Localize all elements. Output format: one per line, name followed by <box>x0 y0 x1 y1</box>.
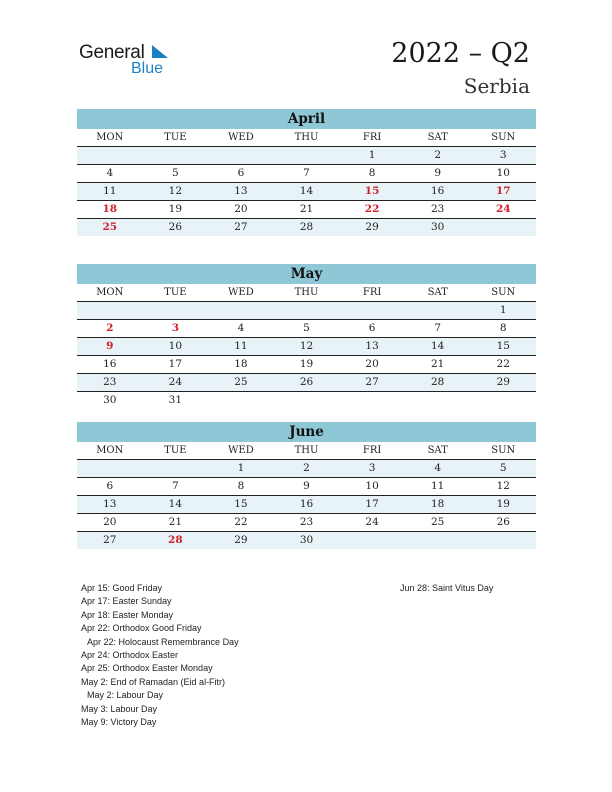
day-cell: 18 <box>234 358 248 370</box>
weekday-header-row <box>77 284 536 302</box>
day-cell: 30 <box>299 534 314 546</box>
day-cell: 28 <box>430 376 445 388</box>
day-cell: 22 <box>364 203 380 215</box>
empty-day-cell <box>77 302 143 319</box>
holiday-item: Apr 25: Orthodox Easter Monday <box>81 663 213 674</box>
day-cell: 6 <box>106 480 114 492</box>
day-cell: 17 <box>495 185 511 197</box>
logo-word-blue: Blue <box>131 60 164 77</box>
calendar-may <box>77 264 536 409</box>
day-cell: 17 <box>365 498 379 510</box>
day-cell: 22 <box>496 358 510 370</box>
week-row <box>77 532 536 549</box>
weekday-label: MON <box>96 445 124 456</box>
day-cell: 29 <box>496 376 510 388</box>
day-cell: 16 <box>299 498 314 510</box>
day-cell: 21 <box>430 358 445 370</box>
day-cell: 29 <box>365 221 379 233</box>
day-cell: 2 <box>106 322 114 334</box>
day-cell: 13 <box>103 498 117 510</box>
day-cell: 25 <box>430 516 445 528</box>
weekday-label: WED <box>228 445 254 456</box>
week-row <box>77 478 536 496</box>
day-cell: 9 <box>434 167 442 179</box>
day-cell: 7 <box>434 322 442 334</box>
day-cell: 28 <box>168 534 183 546</box>
day-cell: 9 <box>303 480 310 492</box>
weekday-label: SUN <box>491 287 516 298</box>
week-row <box>77 147 536 165</box>
day-cell: 16 <box>103 358 117 370</box>
day-cell: 10 <box>168 340 183 352</box>
empty-day-cell <box>339 392 405 409</box>
day-cell: 24 <box>168 376 183 388</box>
day-cell: 27 <box>103 534 117 546</box>
day-cell: 10 <box>365 480 379 492</box>
day-cell: 18 <box>102 203 118 215</box>
day-cell: 4 <box>434 462 442 474</box>
week-row <box>77 356 536 374</box>
day-cell: 15 <box>364 185 380 197</box>
empty-day-cell <box>274 147 340 164</box>
day-cell: 15 <box>234 498 248 510</box>
holiday-list <box>81 582 239 729</box>
holiday-item: Jun 28: Saint Vitus Day <box>400 583 494 593</box>
day-cell: 26 <box>299 376 314 388</box>
day-cell: 30 <box>103 394 117 406</box>
week-row <box>77 338 536 356</box>
day-cell: 20 <box>365 358 379 370</box>
empty-day-cell <box>208 147 274 164</box>
day-cell: 16 <box>430 185 445 197</box>
holiday-list-2 <box>400 582 493 595</box>
day-cell: 23 <box>430 203 445 215</box>
calendar-june <box>77 422 536 549</box>
weekday-label: FRI <box>362 445 382 456</box>
day-cell: 19 <box>168 203 183 215</box>
month-header: April <box>77 109 536 129</box>
day-cell: 6 <box>368 322 376 334</box>
day-cell: 30 <box>430 221 445 233</box>
week-row <box>77 374 536 392</box>
empty-day-cell <box>470 219 536 236</box>
weekday-label: WED <box>228 287 254 298</box>
weekday-label: SUN <box>491 445 516 456</box>
day-cell: 1 <box>499 304 507 316</box>
day-cell: 25 <box>234 376 248 388</box>
day-cell: 23 <box>299 516 314 528</box>
week-row <box>77 302 536 320</box>
empty-day-cell <box>77 460 143 477</box>
weekday-label: TUE <box>164 287 187 298</box>
day-cell: 3 <box>171 322 180 334</box>
weekday-label: TUE <box>164 445 187 456</box>
day-cell: 28 <box>299 221 314 233</box>
weekday-label: SAT <box>427 132 448 143</box>
empty-day-cell <box>339 532 405 549</box>
weekday-label: SAT <box>427 445 448 456</box>
weekday-label: TUE <box>164 132 187 143</box>
day-cell: 18 <box>430 498 445 510</box>
day-cell: 21 <box>168 516 183 528</box>
day-cell: 14 <box>168 498 183 510</box>
day-cell: 26 <box>496 516 510 528</box>
day-cell: 11 <box>234 340 248 352</box>
holiday-item: Apr 17: Easter Sunday <box>81 596 172 607</box>
day-cell: 8 <box>237 480 245 492</box>
day-cell: 7 <box>303 167 310 179</box>
empty-day-cell <box>405 532 471 549</box>
day-cell: 5 <box>499 462 507 474</box>
day-cell: 4 <box>237 322 245 334</box>
day-cell: 31 <box>168 394 183 406</box>
day-cell: 14 <box>299 185 314 197</box>
holiday-item: Apr 15: Good Friday <box>81 583 163 593</box>
week-row <box>77 320 536 338</box>
week-row <box>77 219 536 236</box>
day-cell: 24 <box>365 516 379 528</box>
day-cell: 25 <box>102 221 118 233</box>
empty-day-cell <box>208 302 274 319</box>
week-row <box>77 183 536 201</box>
day-cell: 5 <box>172 167 179 179</box>
month-header: May <box>77 264 536 284</box>
weekday-label: MON <box>96 287 124 298</box>
day-cell: 6 <box>237 167 245 179</box>
empty-day-cell <box>470 392 536 409</box>
day-cell: 7 <box>172 480 179 492</box>
generalblue-logo <box>79 42 164 77</box>
day-cell: 15 <box>496 340 510 352</box>
day-cell: 23 <box>103 376 117 388</box>
holiday-item: May 2: Labour Day <box>87 690 164 701</box>
day-cell: 9 <box>106 340 114 352</box>
week-row <box>77 392 536 409</box>
day-cell: 2 <box>303 462 310 474</box>
day-cell: 27 <box>234 221 248 233</box>
weekday-label: THU <box>294 132 319 143</box>
week-row <box>77 460 536 478</box>
day-cell: 8 <box>368 167 376 179</box>
day-cell: 1 <box>237 462 245 474</box>
holiday-item: May 2: End of Ramadan (Eid al-Fitr) <box>81 676 226 687</box>
weekday-label: THU <box>294 287 319 298</box>
weekday-label: MON <box>96 132 124 143</box>
empty-day-cell <box>143 302 209 319</box>
day-cell: 13 <box>365 340 379 352</box>
day-cell: 17 <box>168 358 183 370</box>
weekday-label: FRI <box>362 287 382 298</box>
empty-day-cell <box>339 302 405 319</box>
day-cell: 5 <box>303 322 310 334</box>
day-cell: 13 <box>234 185 248 197</box>
day-cell: 21 <box>299 203 314 215</box>
day-cell: 10 <box>496 167 510 179</box>
day-cell: 12 <box>299 340 314 352</box>
weekday-label: THU <box>294 445 319 456</box>
empty-day-cell <box>143 147 209 164</box>
empty-day-cell <box>143 460 209 477</box>
day-cell: 27 <box>365 376 379 388</box>
page-title: 2022 – Q2 <box>391 38 530 69</box>
country-name: Serbia <box>463 74 530 98</box>
day-cell: 20 <box>103 516 117 528</box>
holiday-item: Apr 22: Orthodox Good Friday <box>81 623 202 634</box>
holiday-item: Apr 24: Orthodox Easter <box>81 649 179 660</box>
holiday-item: May 3: Labour Day <box>81 703 158 714</box>
day-cell: 20 <box>234 203 248 215</box>
weekday-header-row <box>77 442 536 460</box>
day-cell: 24 <box>495 203 511 215</box>
week-row <box>77 165 536 183</box>
day-cell: 11 <box>103 185 117 197</box>
holiday-item: May 9: Victory Day <box>81 716 157 727</box>
weekday-header-row <box>77 129 536 147</box>
empty-day-cell <box>208 392 274 409</box>
day-cell: 22 <box>234 516 248 528</box>
empty-day-cell <box>274 392 340 409</box>
day-cell: 1 <box>368 149 376 161</box>
day-cell: 3 <box>499 149 507 161</box>
day-cell: 19 <box>299 358 314 370</box>
empty-day-cell <box>274 302 340 319</box>
day-cell: 3 <box>368 462 376 474</box>
holiday-item: Apr 22: Holocaust Remembrance Day <box>87 636 239 647</box>
calendar-april <box>77 109 536 236</box>
holiday-item: Apr 18: Easter Monday <box>81 609 174 620</box>
logo-word-general: General <box>79 42 145 63</box>
day-cell: 2 <box>434 149 442 161</box>
weekday-label: SAT <box>427 287 448 298</box>
empty-day-cell <box>470 532 536 549</box>
week-row <box>77 514 536 532</box>
day-cell: 4 <box>106 167 114 179</box>
empty-day-cell <box>405 392 471 409</box>
weekday-label: FRI <box>362 132 382 143</box>
day-cell: 14 <box>430 340 445 352</box>
empty-day-cell <box>77 147 143 164</box>
weekday-label: WED <box>228 132 254 143</box>
day-cell: 8 <box>499 322 507 334</box>
week-row <box>77 201 536 219</box>
day-cell: 12 <box>168 185 183 197</box>
day-cell: 12 <box>496 480 510 492</box>
day-cell: 29 <box>234 534 248 546</box>
logo-flag-icon <box>152 45 168 61</box>
weekday-label: SUN <box>491 132 516 143</box>
day-cell: 11 <box>430 480 445 492</box>
day-cell: 19 <box>496 498 510 510</box>
week-row <box>77 496 536 514</box>
month-header: June <box>77 422 536 442</box>
empty-day-cell <box>405 302 471 319</box>
day-cell: 26 <box>168 221 183 233</box>
